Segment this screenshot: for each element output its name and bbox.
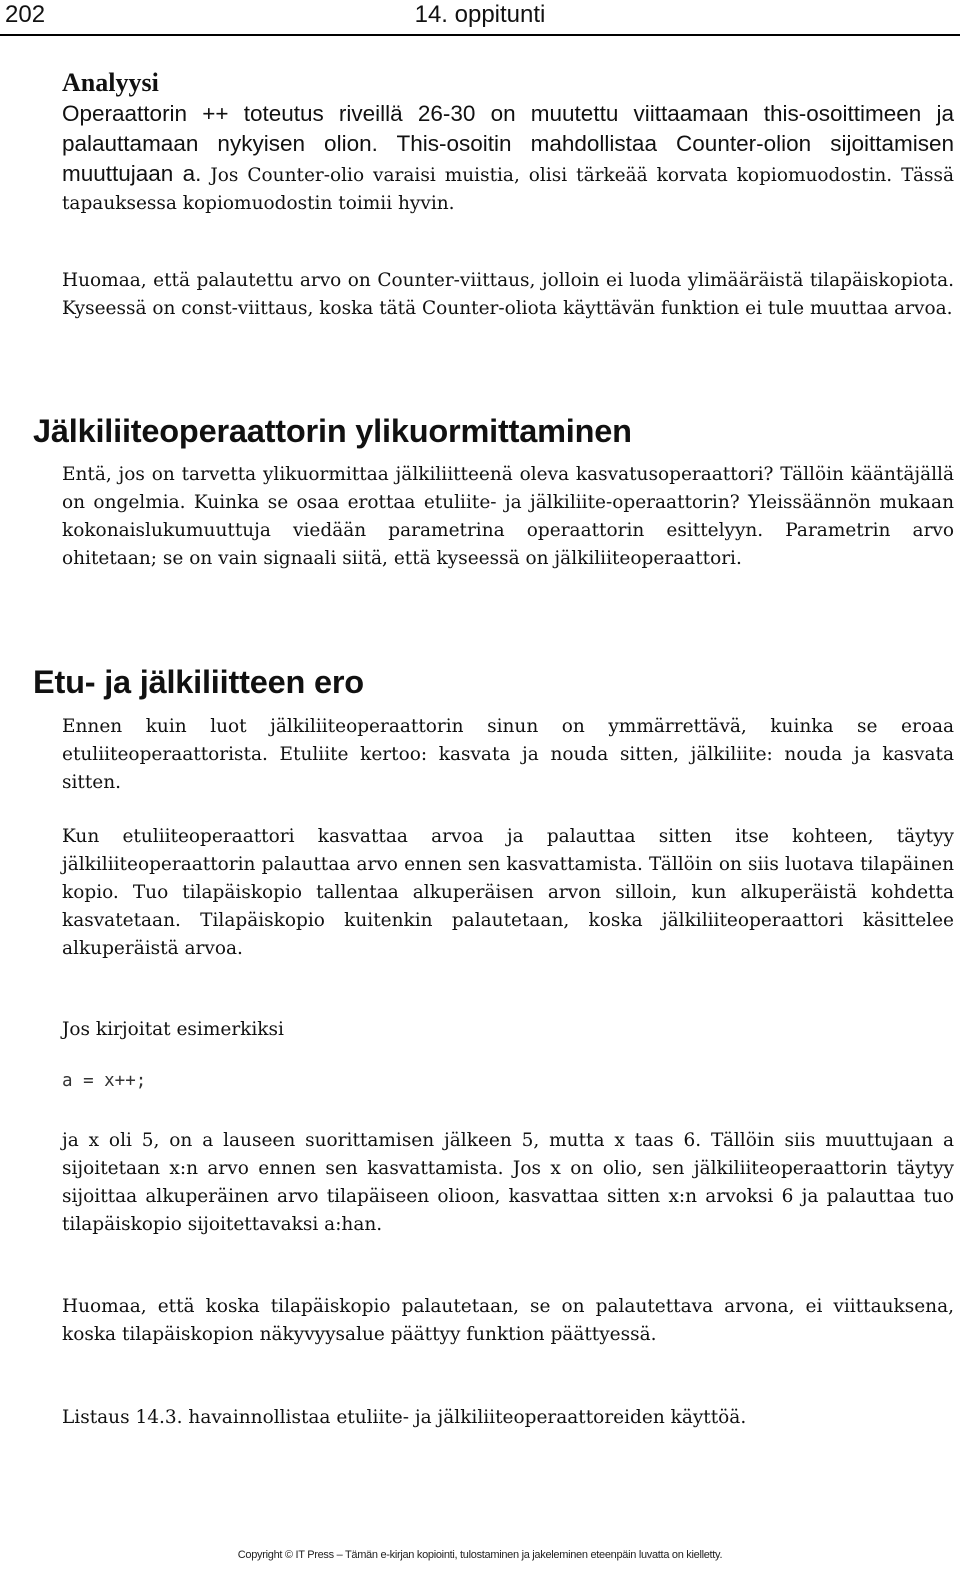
page-number: 202 — [5, 1, 46, 28]
analysis-heading: Analyysi — [62, 68, 159, 97]
analysis-rest: Jos Counter-olio varaisi muistia, olisi tärkeää korvata kopiomuodostin. Tässä tapauksessa kopiomuodostin toimii hyvin. — [62, 165, 954, 214]
listing-reference: Listaus 14.3. havainnollistaa etuliite- ja jälkiliiteoperaattoreiden käyttöä. — [62, 1407, 747, 1428]
code-example: a = x++; — [62, 1071, 147, 1091]
section-heading-postfix-overloading: Jälkiliiteoperaattorin ylikuormittaminen — [33, 413, 632, 449]
difference-paragraph-2: Kun etuliiteoperaattori kasvattaa arvoa ja palauttaa sitten itse kohteen, täytyy jälkiliiteoperaattorin palauttaa arvo ennen sen kasvattamista. Tällöin on siis luotava tilapäinen kopio. Tuo tilapäiskopio tallentaa alkuperäisen arvon silloin, kun alkuperäistä kohdetta kasvatetaan. Tilapäiskopio kuitenkin palautetaan, koska jälkiliiteoperaattori käsittelee alkuperäistä arvoa. — [62, 826, 954, 959]
example-explanation: ja x oli 5, on a lauseen suorittamisen jälkeen 5, mutta x taas 6. Tällöin siis muuttujaan a sijoitetaan x:n arvo ennen sen kasvattamista. Jos x on olio, sen jälkiliiteoperaattorin täytyy sijoittaa alkuperäinen arvo tilapäiseen olioon, kasvattaa sitten x:n arvoksi 6 ja palauttaa tuo tilapäiskopio sijoitettavaksi a:han. — [62, 1130, 954, 1235]
analysis-paragraph-2: Huomaa, että palautettu arvo on Counter-viittaus, jolloin ei luoda ylimääräistä tilapäiskopiota. Kyseessä on const-viittaus, koska tätä Counter-oliota käyttävän funktion ei tule muuttaa arvoa. — [62, 270, 954, 319]
copyright-footer: Copyright © IT Press – Tämän e-kirjan kopiointi, tulostaminen ja jakeleminen eteenpäin luvatta on kielletty. — [237, 1549, 723, 1561]
return-value-note: Huomaa, että koska tilapäiskopio palautetaan, se on palautettava arvona, ei viittauksena, koska tilapäiskopion näkyvyysalue päättyy funktion päättyessä. — [62, 1296, 954, 1345]
section-heading-prefix-postfix-difference: Etu- ja jälkiliitteen ero — [33, 664, 364, 700]
analysis-first-sentence: Operaattorin ++ toteutus riveillä 26-30 on muutettu viittaamaan this-osoittimeen ja palauttamaan nykyisen olion. This-osoitin mahdollistaa Counter-olion sijoittamisen muuttujaan a. — [62, 101, 954, 186]
analysis-paragraph-1 — [62, 100, 954, 218]
page-header — [0, 0, 960, 36]
chapter-title: 14. oppitunti — [414, 1, 546, 28]
difference-paragraph-1: Ennen kuin luot jälkiliiteoperaattorin sinun on ymmärrettävä, kuinka se eroaa etuliiteoperaattorista. Etuliite kertoo: kasvata ja nouda sitten, jälkiliite: nouda ja kasvata sitten. — [62, 716, 954, 793]
postfix-paragraph: Entä, jos on tarvetta ylikuormittaa jälkiliitteenä oleva kasvatusoperaattori? Tällöin kääntäjällä on ongelmia. Kuinka se osaa erottaa etuliite- ja jälkiliite-operaattorin? Yleissäännön mukaan kokonaislukumuuttuja viedään parametrina operaattorin esittelyyn. Parametrin arvo ohitetaan; se on vain signaali siitä, että kyseessä on jälkiliiteoperaattori. — [62, 464, 954, 569]
example-intro: Jos kirjoitat esimerkiksi — [62, 1019, 284, 1040]
